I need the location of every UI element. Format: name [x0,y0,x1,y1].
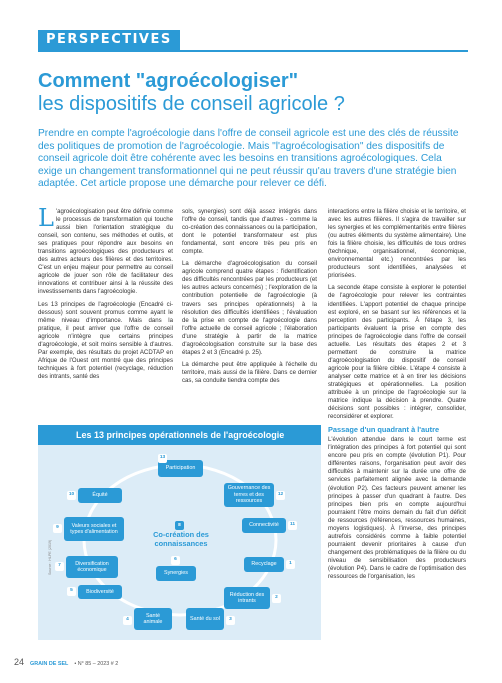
principle-number: 6 [171,556,180,565]
principle-label: Recyclage [251,561,277,568]
principle-label: Valeurs sociales et types d'alimentation [70,522,118,535]
principle-label: Biodiversité [86,588,114,595]
principle-label: Synergies [164,570,188,577]
article-title [38,70,468,116]
section-rubric [38,30,468,52]
principle-number: 13 [158,454,167,463]
drop-cap: L [38,208,54,232]
paragraph: Les 13 principes de l'agroécologie (Encadré ci-dessous) sont souvent promus comme ayant le même niveau d'importance. Mais dans la pratique, il peut arriver que l'offre de conseil agricole n'intègre que certains principes d'agroécologie, et soit moins sensible à d'autres. Par exemple, des résultats du projet ACDTAP en Afrique de l'Ouest ont montré que des principes techniques à fort potentiel (recyclage, réduction des intrants, santé des [38,300,173,380]
principle-node [58,556,118,578]
paragraph: La démarche d'agroécologisation du conseil agricole comprend quatre étapes : l'identification des difficultés rencontrées par les producteurs (et les autres acteurs concernés) ; l'exploration de la contribution potentielle de l'agroécologie (à travers ses principes opérationnels) à la résolution des difficultés identifiées ; l'évaluation de la prise en compte de l'agroécologie dans l'offre actuelle de conseil agricole ; l'élaboration d'une stratégie à partir de la matrice d'agroécologisation construite sur la base des étapes 2 et 3 (Encadré p. 25). [182,260,317,356]
figure-credit: Source : HLPE (2019) [48,539,52,575]
rubric-label: PERSPECTIVES [38,30,180,50]
paragraph: sols, synergies) sont déjà assez intégrés dans l'offre de conseil, tandis que d'autres - comme la co-création des connaissances ou la participation, dont le potentiel transformateur est plus fondamental, sont encore très peu pris en compte. [182,208,317,256]
title-line-1: Comment "agroécologiser" [38,70,299,92]
principle-label: Équité [92,492,108,499]
principle-label: Diversification économique [75,560,109,573]
text-column-3 [328,208,466,648]
principle-number: 1 [286,560,295,569]
subheading: Passage d'un quadrant à l'autre [328,425,440,435]
principle-node [68,488,122,503]
principle-node [224,587,278,609]
title-line-2: les dispositifs de conseil agricole ? [38,93,345,115]
principle-number: 7 [55,562,64,571]
principle-number: 3 [226,616,235,625]
center-label: Co-création des connaissances [153,530,209,548]
principle-node [158,455,203,477]
principle-number: 10 [67,491,76,500]
principle-node [156,557,196,581]
principle-node [242,518,296,533]
paragraph: L'évolution attendue dans le court terme est l'intégration des principes à fort potentiel qui sont encore peu pris en compte (évolution P1). Pour différentes raisons, l'organisation peut avoir des difficultés à maintenir sur la durée une offre de services parfaitement alignée avec la demande (évolution P2). Ces facteurs peuvent amener les principes à passer d'un quadrant à l'autre. Des principes bien pris en compte aujourd'hui pourraient l'être moins demain du fait d'un déficit de ressources (références, ressources humaines, moyens logistiques). À l'inverse, des principes autrefois considérés comme à faible potentiel pourraient devenir prioritaires à cause d'un changement des problématiques de la filière ou du niveau de sensibilisation des producteurs (évolution P4). Dans le cadre de l'optimisation des ressources de l'organisation, les [328,436,466,581]
principles-figure [38,425,321,640]
principle-label: Gouvernance des terres et des ressources [227,485,271,505]
principle-label: Réduction des intrants [229,591,265,604]
principle-number: 12 [276,491,285,500]
principle-node [126,608,172,630]
paragraph: interactions entre la filière choisie et le territoire, et avec les autres filières. Il s'agira de travailler sur les synergies et les complémentarités entre filières (ou autres éléments du système alimentaire). Une fois la filière choisie, les difficultés de tous ordres (technique, organisationnel, économique, environnemental etc.) rencontrées par les producteurs sont identifiées, analysées et priorisées. [328,208,466,280]
center-number: 8 [175,521,184,530]
principle-number: 5 [67,587,76,596]
article-lead: Prendre en compte l'agroécologie dans l'offre de conseil agricole est une des clés de réussite des politiques de promotion de l'agroécologie. Mais "l'agroécologisation" des dispositifs de conseil agricole doit être cohérente avec les besoins en transitions agroécologiques. Cela exige un changement transformationnel qui ne peut réussir qu'au travers d'une stratégie bien adaptée. Cet article propose une démarche pour relever ce défi. [38,128,459,190]
principle-number: 11 [288,521,297,530]
page-footer [14,657,118,667]
principle-label: Santé du sol [190,615,220,622]
principle-label: Connectivité [249,522,279,529]
principle-number: 2 [272,594,281,603]
principle-number: 4 [123,616,132,625]
paragraph: La seconde étape consiste à explorer le potentiel de l'agroécologie pour relever les contraintes identifiées. L'apport potentiel de chaque principe est exploré, en se basant sur les références et la perception des participants. À l'étape 3, les participants évaluent la prise en compte des principes de l'agroécologie dans l'offre de conseil actuelle. Les résultats des étapes 2 et 3 permettent de construire la matrice d'agroécologisation du dispositif de conseil agricole pour la filière ciblée. L'étape 4 consiste à analyser cette matrice et à en tirer les décisions stratégiques et opérationnelles. La position attribuée à un principe de l'agroécologie sur la matrice indique la décision à prendre. Quatre décisions sont possibles : intégrer, consolider, reconsidérer et explorer. [328,284,466,421]
paragraph: La démarche peut être appliquée à l'échelle du territoire, mais aussi de la filière. Dans ce dernier cas, sa conduite tiendra compte des [182,360,317,384]
issue-label: • N° 85 – 2023 # 2 [74,661,119,667]
principle-node [56,517,124,541]
text-column-1 [38,208,173,420]
principle-node [244,557,292,572]
principle-label: Participation [165,465,196,472]
paragraph: L 'agroécologisation peut être définie comme le processus de transformation qui touche aussi bien l'orientation stratégique du conseil, son contenu, ses méthodes et outils, et ses pratiques pour répondre aux besoins en transitions agroécologiques des producteurs et des autres acteurs des filières et des territoires. C'est un enjeu majeur pour permettre au conseil agricole de jouer son rôle de facilitateur des innovations et contribuer ainsi à la réussite des investissements dans l'agroécologie. [38,208,173,296]
figure-title: Les 13 principes opérationnels de l'agroécologie [38,425,321,445]
principle-node [70,585,122,599]
page-number: 24 [14,657,25,667]
text-column-2 [182,208,317,420]
principle-node [224,483,284,507]
principle-label: Santé animale [143,612,163,625]
magazine-name: GRAIN DE SEL [30,661,69,667]
principle-number: 9 [53,524,62,533]
principle-node [186,608,232,630]
